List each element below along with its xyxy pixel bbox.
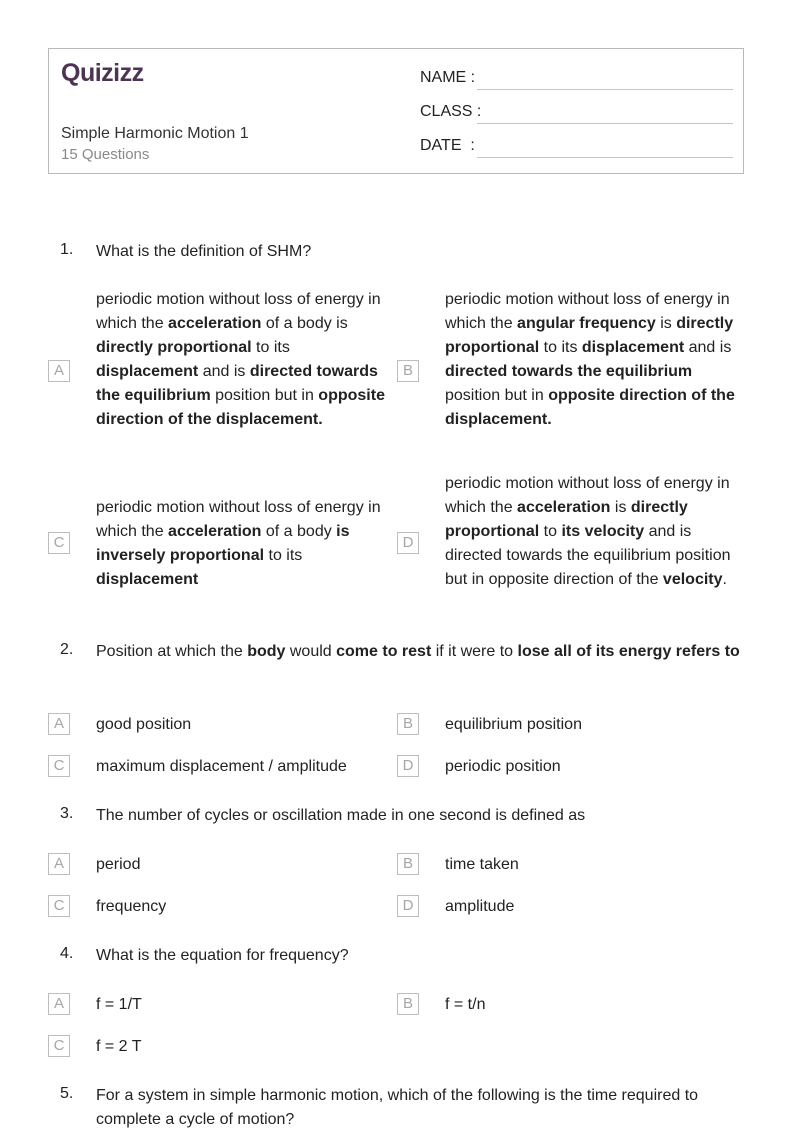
question-text: Position at which the body would come to rest if it were to lose all of its energy refers to [96,643,740,660]
option-c-box[interactable]: C [48,532,70,554]
option-a-box[interactable]: A [48,993,70,1015]
name-label: NAME : [420,69,476,86]
option-c-box[interactable]: C [48,1035,70,1057]
option-b-box[interactable]: B [397,713,419,735]
question-text: For a system in simple harmonic motion, which of the following is the time required to complete a cycle of motion? [96,1087,699,1128]
option-b-box[interactable]: B [397,853,419,875]
option-c-text: f = 2 T [96,1038,142,1055]
worksheet-header [48,48,744,174]
option-d-text: periodic position [445,758,561,775]
option-d-box[interactable]: D [397,755,419,777]
option-a-text: f = 1/T [96,996,142,1013]
question-number: 5. [60,1085,74,1102]
option-d-box[interactable]: D [397,532,419,554]
option-b-box[interactable]: B [397,360,419,382]
option-a-box[interactable]: A [48,853,70,875]
question-text: What is the equation for frequency? [96,947,349,964]
option-a-box[interactable]: A [48,360,70,382]
option-c-text: maximum displacement / amplitude [96,758,347,775]
option-d-text: amplitude [445,898,515,915]
date-line [477,157,733,158]
class-label: CLASS : [420,103,482,120]
question-number: 1. [60,241,74,258]
option-a-text: good position [96,716,192,733]
option-c-text: frequency [96,898,167,915]
option-d-box[interactable]: D [397,895,419,917]
option-b-text: f = t/n [445,996,486,1013]
quizizz-logo: Quizizz [61,59,144,87]
option-a-text: periodic motion without loss of energy in which the acceleration of a body is directly proportional to its displacement and is directed towards the equilibrium position but in opposite direction of the displacement. [96,291,385,428]
option-b-text: equilibrium position [445,716,582,733]
option-c-text: periodic motion without loss of energy in which the acceleration of a body is inversely proportional to its displacement [96,499,381,588]
option-c-box[interactable]: C [48,895,70,917]
option-d-text: periodic motion without loss of energy in which the acceleration is directly proportional to its velocity and is directed towards the equilibrium position but in opposite direction of the velocity. [445,475,731,588]
question-number: 3. [60,805,74,822]
question-number: 4. [60,945,74,962]
option-a-box[interactable]: A [48,713,70,735]
option-a-text: period [96,856,141,873]
date-label: DATE : [420,137,475,154]
question-text: The number of cycles or oscillation made in one second is defined as [96,807,586,824]
question-number: 2. [60,641,74,658]
question-text: What is the definition of SHM? [96,243,312,260]
worksheet-title: Simple Harmonic Motion 1 [61,125,249,142]
option-b-text: periodic motion without loss of energy in which the angular frequency is directly proportional to its displacement and is directed towards the equilibrium position but in opposite direction of the displacement. [445,291,735,428]
question-count: 15 Questions [61,146,150,163]
option-b-box[interactable]: B [397,993,419,1015]
class-line [477,123,733,124]
option-c-box[interactable]: C [48,755,70,777]
option-b-text: time taken [445,856,519,873]
name-line [477,89,733,90]
